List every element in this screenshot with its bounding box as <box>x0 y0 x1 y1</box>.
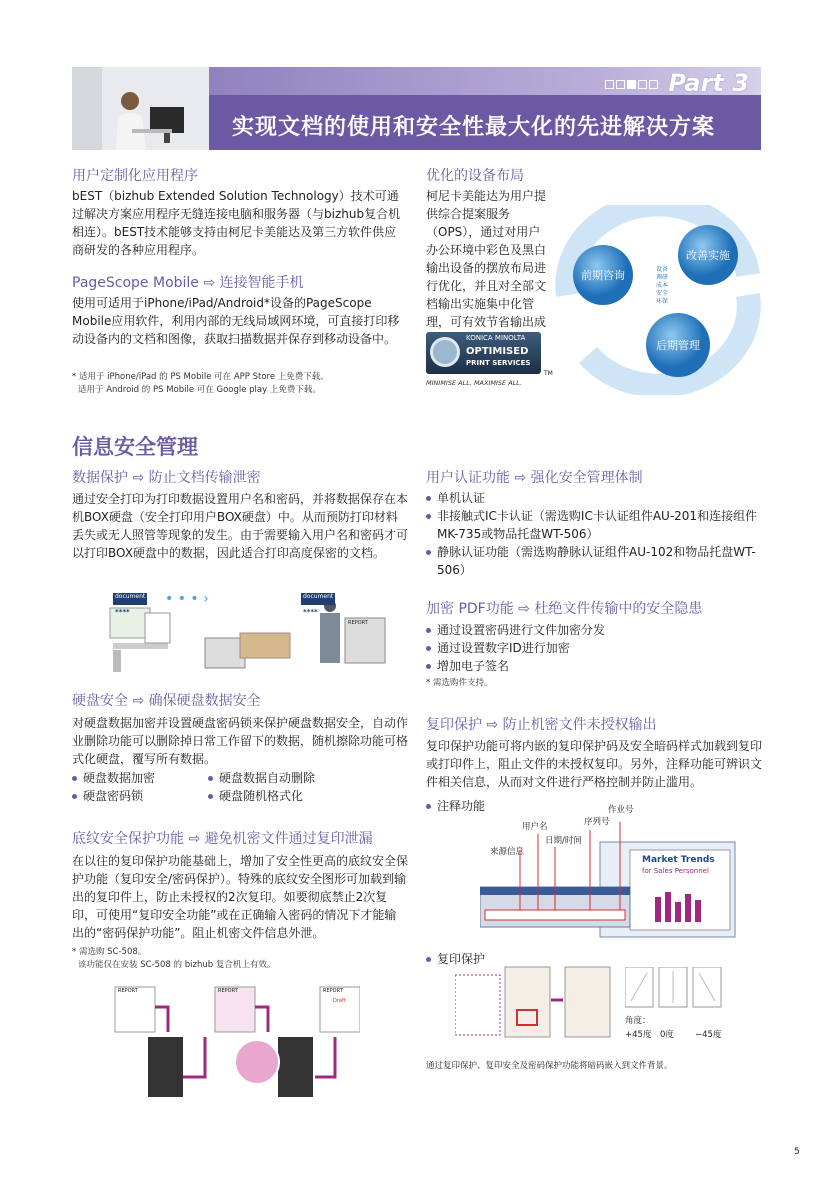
mid-label: 成本 <box>656 282 669 289</box>
angle-value: −45度 <box>695 1030 722 1040</box>
annot-label-user: 用户名 <box>522 822 548 832</box>
report-label: REPORT <box>118 988 138 994</box>
doc-label-2: document <box>303 593 334 600</box>
annot-label-serial: 序列号 <box>584 817 610 827</box>
part-label <box>605 69 749 97</box>
auth-list <box>426 489 762 579</box>
annotation-screenshot <box>480 822 740 940</box>
list-item: 通过设置密码进行文件加密分发 <box>426 621 762 639</box>
circle-label-improve: 改善实施 <box>686 249 730 262</box>
angle-value: 0度 <box>660 1030 674 1040</box>
mid-label: 安全 <box>656 290 669 297</box>
angle-samples <box>625 967 725 1009</box>
disk-body: 对硬盘数据加密并设置硬盘密码锁来保护硬盘数据安全，自动作业删除功能可以删除掉日常工作留下的数据，随机擦除功能可格式化硬盘，覆写所有数据。 <box>72 716 409 766</box>
badge-brand: KONICA MINOLTA <box>466 334 526 342</box>
square-icon <box>605 80 614 89</box>
report-label: REPORT <box>323 988 343 994</box>
market-trends-title: Market Trends <box>642 855 715 865</box>
data-protect-body: 通过安全打印为打印数据设置用户名和密码，并将数据保存在本机BOX硬盘（安全打印用户BOX硬盘）中。从而预防打印材料丢失或无人照管等现象的发生。由于需要输入用户名和密码才可以打印BOX硬盘中的数据，因此适合打印高度保密的文档。 <box>72 492 409 560</box>
office-woman-photo <box>72 67 209 150</box>
page-number: 5 <box>794 1147 800 1157</box>
password-mask-2: **** <box>303 608 318 616</box>
mid-label: 环保 <box>656 298 669 305</box>
section-title-layout: 优化的设备布局 <box>426 168 524 184</box>
copyguard-samples <box>455 965 620 1047</box>
disk-list-b <box>208 769 368 805</box>
pattern-body: 在以往的复印保护功能基础上，增加了安全性更高的底纹安全保护功能（复印安全/密码保护）。特殊的底纹安全图形可加载到输出的复印件上，防止未授权的2次复印。如要彻底禁止2次复印，可使用“复印安全功能”或在正确输入密码的情况下才能输出的“密码保护功能”。阻止机密文件信息外泄。 <box>72 854 409 940</box>
draft-label: Draft <box>333 998 346 1004</box>
section-title-disk: 硬盘安全 ⇨ 确保硬盘数据安全 <box>72 693 261 709</box>
section-title-pattern: 底纹安全保护功能 ⇨ 避免机密文件通过复印泄漏 <box>72 831 373 847</box>
secure-print-illustration <box>105 588 395 678</box>
badge-line2: PRINT SERVICES <box>466 359 531 367</box>
section-title-data-protect: 数据保护 ⇨ 防止文档传输泄密 <box>72 470 261 486</box>
list-item: 静脉认证功能（需选购静脉认证组件AU-102和物品托盘WT-506） <box>426 543 762 579</box>
ops-cycle-diagram <box>548 205 763 395</box>
password-mask-1: **** <box>115 608 130 616</box>
report-label: REPORT <box>348 620 368 626</box>
badge-tm: TM <box>544 370 553 377</box>
list-item: 硬盘数据加密 <box>72 769 212 787</box>
angle-label: 角度： <box>625 1016 651 1026</box>
mid-label: 调研 <box>656 274 669 281</box>
section-title-security: 信息安全管理 <box>72 435 198 459</box>
layout-body: 柯尼卡美能达为用户提供综合提案服务（OPS），通过对用户办公环境中彩色及黑白输出设备的摆放布局进行优化，并且对全部文档输出实施集中化管理，可有效节省输出成 <box>426 189 547 329</box>
pdf-list <box>426 621 762 675</box>
header-photo <box>72 67 209 150</box>
section-title-auth: 用户认证功能 ⇨ 强化安全管理体制 <box>426 470 643 486</box>
circle-label-manage: 后期管理 <box>656 339 700 352</box>
gauge-icon <box>430 337 460 367</box>
custom-apps-body: bEST（bizhub Extended Solution Technology）技术可通过解决方案应用程序无缝连接电脑和服务器（与bizhub复合机相连）。bEST技术能够支持由柯尼卡美能达及第三方软件供应商研发的各种应用程序。 <box>72 189 401 257</box>
circle-label-consult: 前期咨询 <box>581 269 625 282</box>
pattern-note-1: * 需选购 SC-508。 <box>72 947 147 957</box>
annot-label-source: 来源信息 <box>490 847 525 857</box>
magnifier-icon <box>235 1040 279 1084</box>
square-icon <box>649 80 658 89</box>
list-item: 硬盘数据自动删除 <box>208 769 368 787</box>
square-icon <box>638 80 647 89</box>
list-item: 单机认证 <box>426 489 762 507</box>
pattern-note-2: 该功能仅在安装 SC-508 的 bizhub 复合机上有效。 <box>78 960 276 970</box>
list-item: 通过设置数字ID进行加密 <box>426 639 762 657</box>
angle-value: +45度 <box>625 1030 652 1040</box>
section-title-custom-apps: 用户定制化应用程序 <box>72 168 198 184</box>
badge-tagline: MINIMISE ALL. MAXIMISE ALL. <box>426 379 522 387</box>
square-icon <box>616 80 625 89</box>
mid-label: 设备 <box>656 266 669 273</box>
list-item: 硬盘随机格式化 <box>208 787 368 805</box>
copy-protect-body: 复印保护功能可将内嵌的复印保护码及安全暗码样式加载到复印或打印件上，阻止文件的未授权复印。另外，注释功能可辨识文件相关信息，从而对文件进行严格控制并防止滥用。 <box>426 739 763 789</box>
list-item: 注释功能 <box>426 797 485 815</box>
list-item: 非接触式IC卡认证（需选购IC卡认证组件AU-201和连接组件MK-735或物品托盘WT-506） <box>426 507 762 543</box>
part-text: Part 3 <box>668 69 749 97</box>
list-item: 增加电子签名 <box>426 657 762 675</box>
copy-guard-illustration <box>110 982 360 1102</box>
list-item: 复印保护 <box>426 950 485 968</box>
pagescope-note-1: * 适用于 iPhone/iPad 的 PS Mobile 可在 APP Store 上免费下载。 <box>72 372 329 382</box>
square-icon <box>627 80 636 89</box>
pagescope-body: 使用可适用于iPhone/iPad/Android*设备的PageScope Mobile应用软件，利用内部的无线局域网环境，可直接打印移动设备内的文档和图像，获取扫描数据并保存到移动设备中。 <box>72 296 400 346</box>
doc-label-1: document <box>115 593 146 600</box>
pdf-note: * 需选购件支持。 <box>426 678 493 688</box>
arrow-dots-icon: • • • › <box>165 591 209 607</box>
copy-protect-caption: 通过复印保护、复印安全及密码保护功能将暗码嵌入到文件背景。 <box>426 1061 673 1071</box>
annot-label-date: 日期/时间 <box>545 836 582 846</box>
pagescope-note-2: 适用于 Android 的 PS Mobile 可在 Google play 上免费下载。 <box>78 385 321 395</box>
report-label: REPORT <box>218 988 238 994</box>
market-trends-sub: for Sales Personnel <box>642 867 709 875</box>
annot-bullet <box>426 797 485 815</box>
disk-list-a <box>72 769 212 805</box>
section-title-copy-protect: 复印保护 ⇨ 防止机密文件未授权输出 <box>426 717 657 733</box>
annot-label-job: 作业号 <box>608 805 634 815</box>
badge-line1: OPTIMISED <box>466 346 529 357</box>
section-title-pdf: 加密 PDF功能 ⇨ 杜绝文件传输中的安全隐患 <box>426 601 703 617</box>
page-title: 实现文档的使用和安全性最大化的先进解决方案 <box>232 115 716 140</box>
ops-badge <box>426 332 541 374</box>
list-item: 硬盘密码锁 <box>72 787 212 805</box>
section-title-pagescope: PageScope Mobile ⇨ 连接智能手机 <box>72 275 304 291</box>
